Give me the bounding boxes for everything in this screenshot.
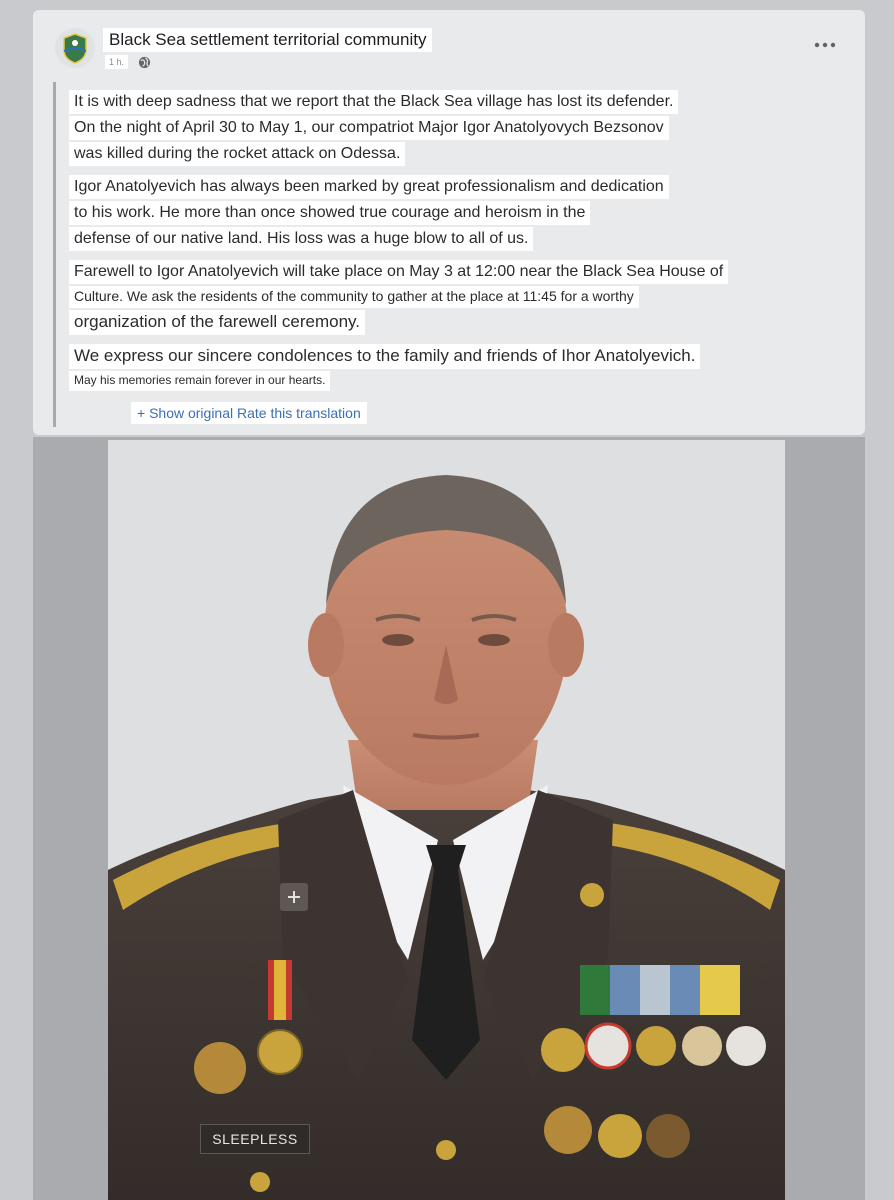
page-name-link[interactable]: Black Sea settlement territorial community <box>103 28 432 52</box>
show-original-link[interactable]: + Show original Rate this translation <box>131 402 367 424</box>
more-options-icon[interactable] <box>813 40 837 50</box>
translation-quote-bar <box>53 82 56 427</box>
paragraph-2 <box>69 175 849 251</box>
text-line: to his work. He more than once showed true courage and heroism in the <box>69 201 590 225</box>
text-line: organization of the farewell ceremony. <box>69 310 365 335</box>
portrait-photo <box>108 440 785 1200</box>
paragraph-1 <box>69 90 849 166</box>
text-line: Igor Anatolyevich has always been marked by great professionalism and dedication <box>69 175 669 199</box>
text-line: It is with deep sadness that we report that the Black Sea village has lost its defender. <box>69 90 678 114</box>
text-line: was killed during the rocket attack on Odessa. <box>69 142 405 166</box>
officer-portrait <box>108 440 785 1200</box>
post-timestamp[interactable]: 1 h. <box>105 55 128 69</box>
text-line: Farewell to Igor Anatolyevich will take place on May 3 at 12:00 near the Black Sea House of <box>69 260 728 284</box>
coat-of-arms-icon <box>55 28 95 68</box>
text-line: May his memories remain forever in our hearts. <box>69 371 330 391</box>
paragraph-4 <box>69 344 849 391</box>
post-card <box>33 10 865 435</box>
text-line: Culture. We ask the residents of the community to gather at the place at 11:45 for a worthy <box>69 286 639 308</box>
name-tag: SLEEPLESS <box>200 1124 310 1154</box>
globe-icon <box>138 56 151 69</box>
text-line: defense of our native land. His loss was a huge blow to all of us. <box>69 227 533 251</box>
translated-text <box>69 90 849 400</box>
post-meta <box>105 55 151 69</box>
paragraph-3 <box>69 260 849 335</box>
page-avatar[interactable] <box>55 28 95 68</box>
text-line: We express our sincere condolences to the family and friends of Ihor Anatolyevich. <box>69 344 700 369</box>
post-photo[interactable] <box>33 437 865 1200</box>
text-line: On the night of April 30 to May 1, our compatriot Major Igor Anatolyovych Bezsonov <box>69 116 669 140</box>
